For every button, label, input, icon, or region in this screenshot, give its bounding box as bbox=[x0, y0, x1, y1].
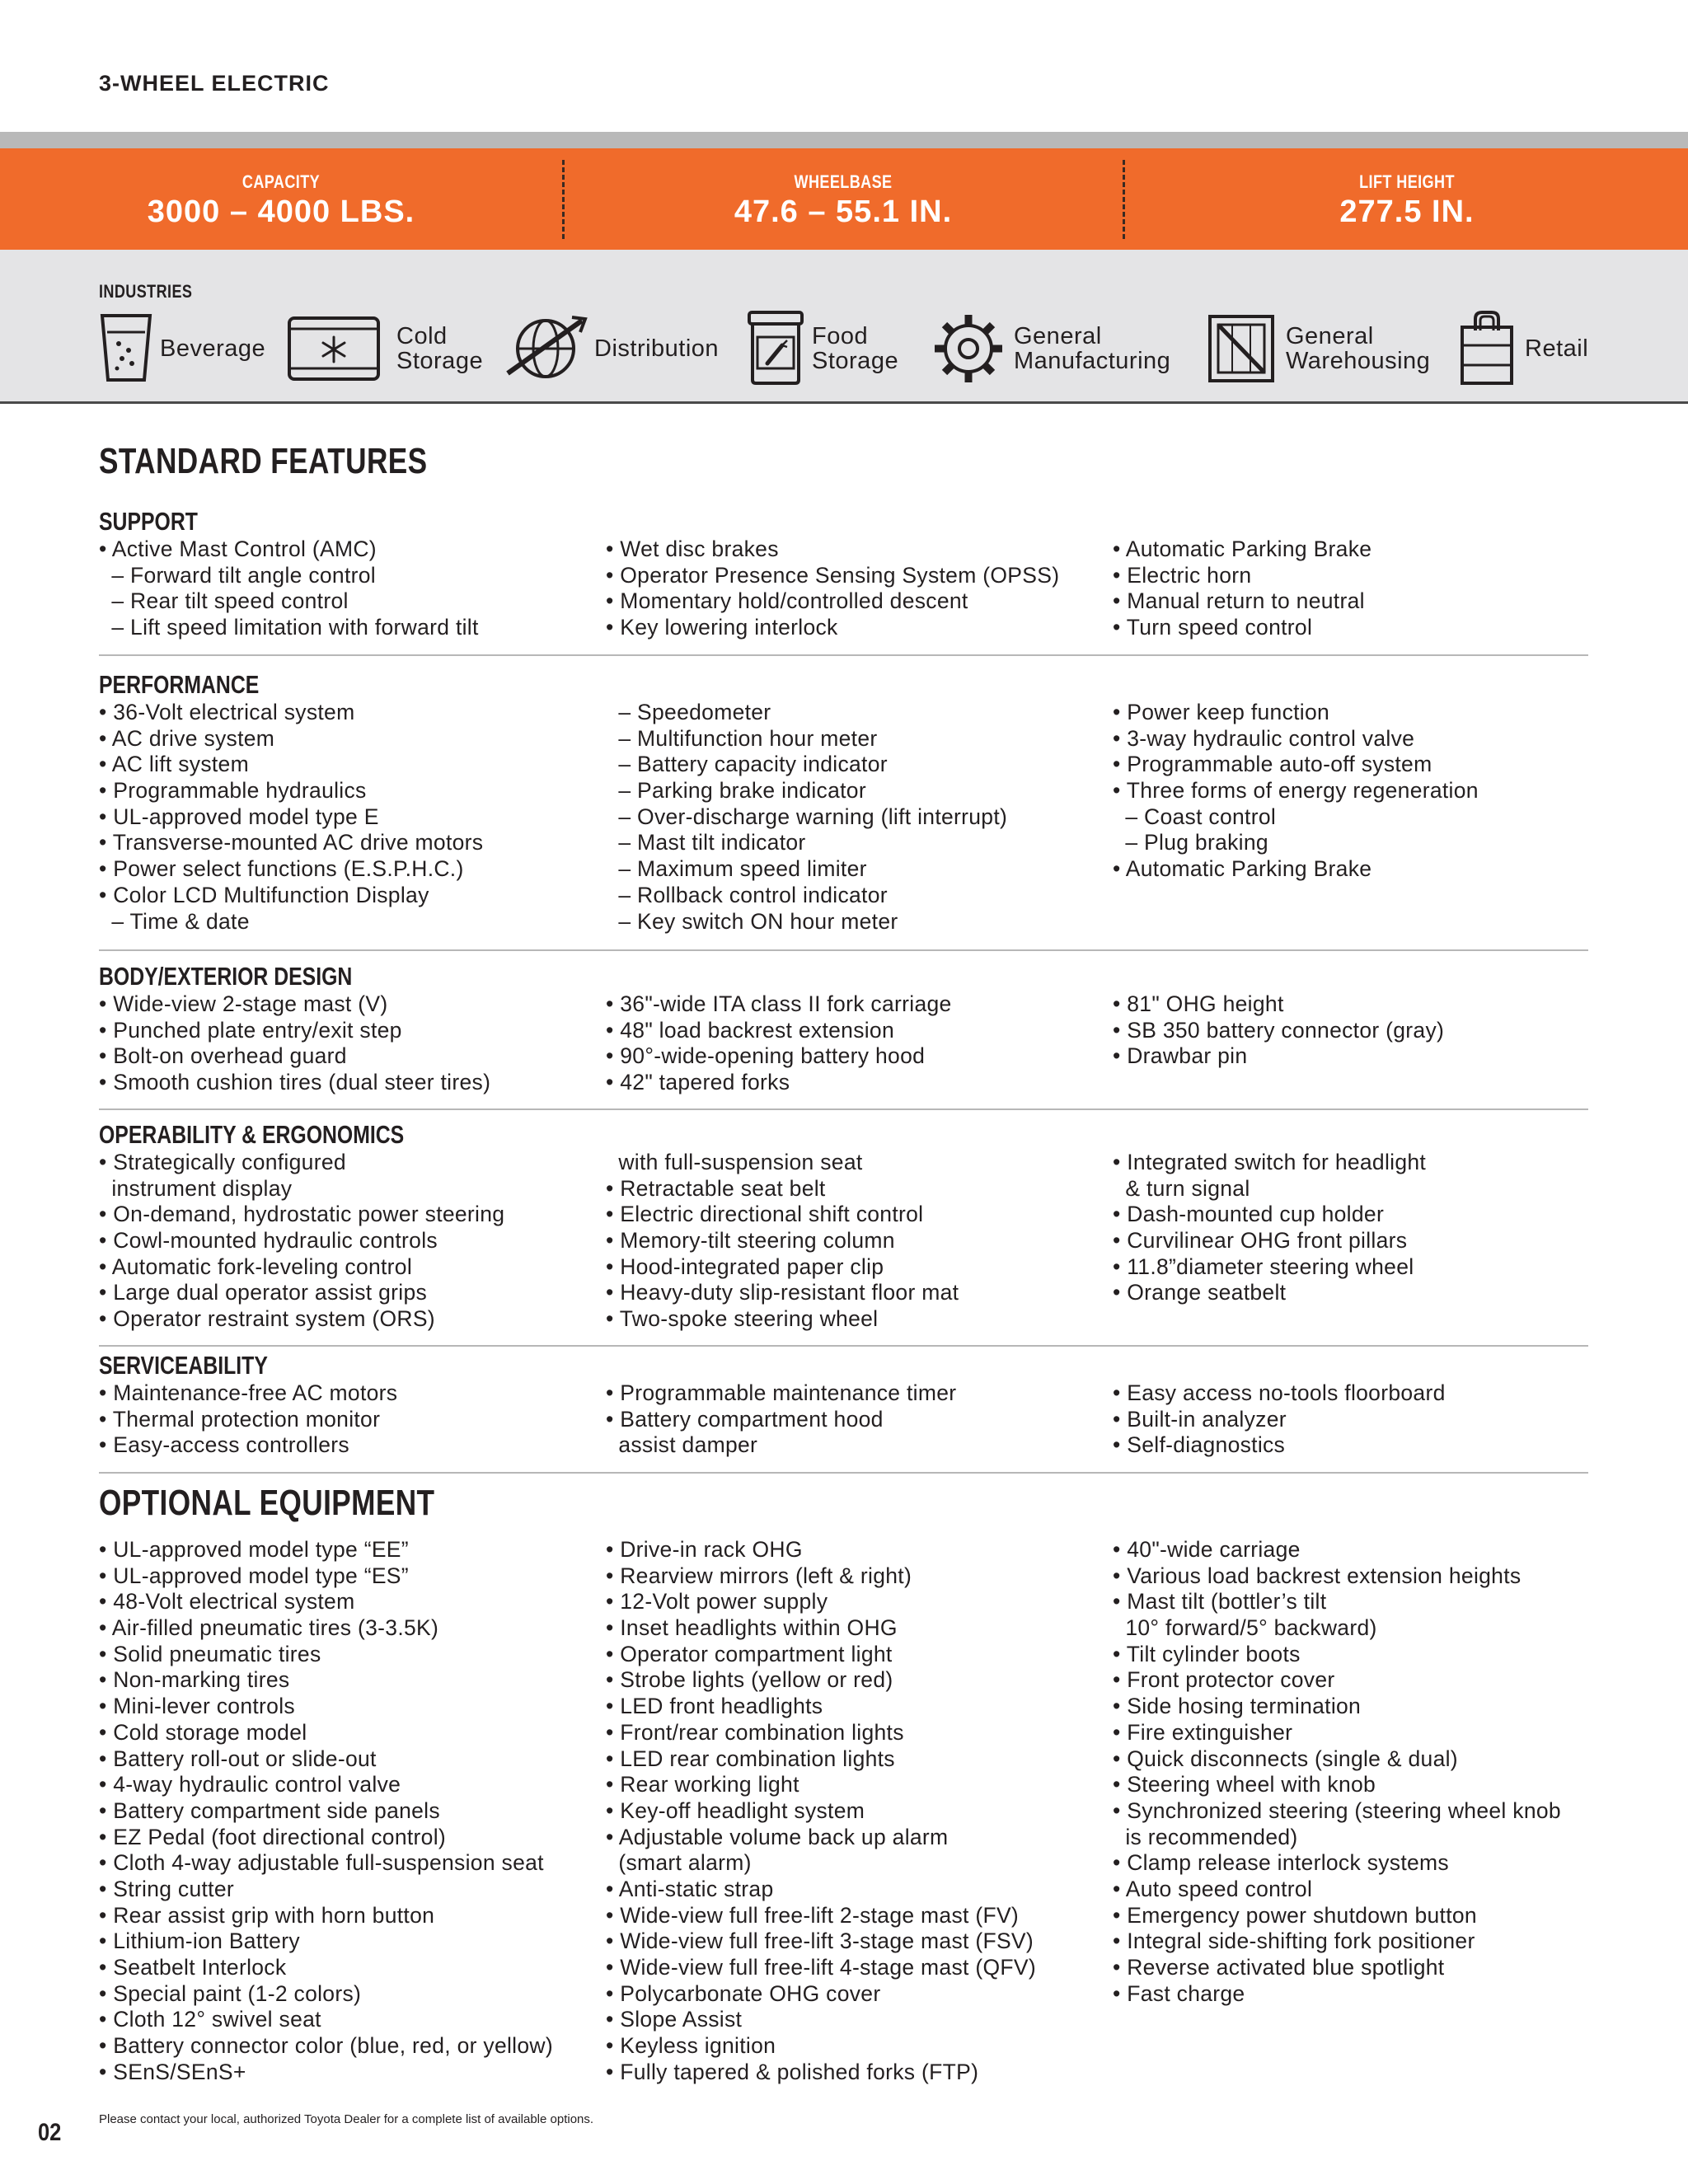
shopping-bag-icon bbox=[1459, 309, 1515, 387]
spec-value: 3000 – 4000 LBS. bbox=[147, 194, 415, 229]
feature-item: • Power select functions (E.S.P.H.C.) bbox=[99, 856, 464, 882]
feature-item: – Parking brake indicator bbox=[606, 778, 866, 804]
industry-cold-storage bbox=[287, 309, 493, 388]
spec-wheelbase bbox=[562, 148, 1124, 250]
industry-name: Beverage bbox=[160, 335, 266, 362]
option-item: • Key-off headlight system bbox=[606, 1797, 865, 1823]
option-item: is recommended) bbox=[1113, 1824, 1298, 1849]
performance-col-3 bbox=[1113, 700, 1607, 883]
industries-band bbox=[0, 250, 1688, 404]
feature-item: • Color LCD Multifunction Display bbox=[99, 882, 429, 907]
option-item: • Wide-view full free-lift 2-stage mast (FV) bbox=[606, 1902, 1020, 1928]
option-item: • Rearview mirrors (left & right) bbox=[606, 1563, 912, 1588]
feature-item: • Curvilinear OHG front pillars bbox=[1113, 1228, 1408, 1254]
option-item: • Side hosing termination bbox=[1113, 1694, 1362, 1719]
performance-col-1 bbox=[99, 700, 593, 935]
option-item: • UL-approved model type “ES” bbox=[99, 1563, 409, 1588]
industry-name: Food Storage bbox=[812, 323, 899, 374]
feature-item: – Lift speed limitation with forward tilt bbox=[99, 615, 479, 640]
footnote: Please contact your local, authorized Toyota Dealer for a complete list of available options. bbox=[99, 2112, 594, 2126]
feature-item: • Hood-integrated paper clip bbox=[606, 1254, 884, 1279]
operability-col-2 bbox=[606, 1150, 1100, 1333]
subhead-support: SUPPORT bbox=[99, 507, 198, 536]
feature-item: • Smooth cushion tires (dual steer tires) bbox=[99, 1070, 491, 1095]
option-item: 10° forward/5° backward) bbox=[1113, 1615, 1377, 1641]
feature-item: • AC drive system bbox=[99, 725, 275, 751]
option-item: • Air-filled pneumatic tires (3-3.5K) bbox=[99, 1615, 439, 1641]
feature-item: • 48" load backrest extension bbox=[606, 1017, 895, 1043]
option-item: • Cloth 4-way adjustable full-suspension seat bbox=[99, 1850, 544, 1876]
industry-name: General Warehousing bbox=[1286, 323, 1431, 374]
feature-item: • Easy-access controllers bbox=[99, 1432, 349, 1458]
feature-item: • Dash-mounted cup holder bbox=[1113, 1202, 1385, 1227]
option-item: • Anti-static strap bbox=[606, 1876, 774, 1901]
option-item: • Strobe lights (yellow or red) bbox=[606, 1667, 893, 1693]
feature-item: • 81" OHG height bbox=[1113, 991, 1284, 1016]
section-divider bbox=[99, 1472, 1588, 1474]
option-item: • UL-approved model type “EE” bbox=[99, 1537, 409, 1562]
feature-item: • SB 350 battery connector (gray) bbox=[1113, 1017, 1445, 1043]
subhead-body-exterior: BODY/EXTERIOR DESIGN bbox=[99, 962, 353, 991]
industry-name: Retail bbox=[1525, 335, 1589, 362]
feature-item: with full-suspension seat bbox=[606, 1150, 863, 1174]
section-divider bbox=[99, 949, 1588, 951]
option-item: • Fire extinguisher bbox=[1113, 1719, 1293, 1745]
option-item: • Battery connector color (blue, red, or yellow) bbox=[99, 2033, 553, 2059]
option-item: • Seatbelt Interlock bbox=[99, 1955, 287, 1980]
feature-item: • Three forms of energy regeneration bbox=[1113, 778, 1479, 804]
industry-name: Cold Storage bbox=[396, 323, 484, 374]
feature-item: • Operator restraint system (ORS) bbox=[99, 1306, 435, 1332]
option-item: • Slope Assist bbox=[606, 2007, 743, 2032]
option-item: • 48-Volt electrical system bbox=[99, 1589, 355, 1615]
feature-item: • Memory-tilt steering column bbox=[606, 1228, 895, 1254]
feature-item: • 90°-wide-opening battery hood bbox=[606, 1043, 926, 1069]
body-col-3 bbox=[1113, 991, 1607, 1070]
option-item: • Battery roll-out or slide-out bbox=[99, 1746, 377, 1771]
industry-distribution bbox=[503, 309, 729, 388]
feature-item: • Battery compartment hood bbox=[606, 1406, 884, 1432]
feature-item: • Integrated switch for headlight bbox=[1113, 1150, 1427, 1174]
option-item: • Synchronized steering (steering wheel knob bbox=[1113, 1797, 1561, 1823]
feature-item: – Rollback control indicator bbox=[606, 882, 888, 907]
feature-item: • Automatic Parking Brake bbox=[1113, 856, 1372, 882]
serviceability-col-1 bbox=[99, 1380, 593, 1459]
feature-item: • Built-in analyzer bbox=[1113, 1406, 1287, 1432]
option-item: • LED rear combination lights bbox=[606, 1746, 895, 1771]
spec-band bbox=[0, 148, 1688, 250]
subhead-performance: PERFORMANCE bbox=[99, 670, 260, 699]
feature-item: • Punched plate entry/exit step bbox=[99, 1017, 402, 1043]
feature-item: • Large dual operator assist grips bbox=[99, 1280, 428, 1305]
spec-value: 277.5 IN. bbox=[1339, 194, 1475, 229]
feature-item: • Transverse-mounted AC drive motors bbox=[99, 830, 484, 855]
option-item: • String cutter bbox=[99, 1876, 235, 1901]
option-item: • Various load backrest extension heights bbox=[1113, 1563, 1522, 1588]
feature-item: • 42" tapered forks bbox=[606, 1070, 790, 1095]
feature-item: – Rear tilt speed control bbox=[99, 588, 349, 614]
option-item: • SEnS/SEnS+ bbox=[99, 2059, 246, 2084]
optional-equipment-heading: OPTIONAL EQUIPMENT bbox=[99, 1483, 435, 1523]
option-item: • Cloth 12° swivel seat bbox=[99, 2007, 321, 2032]
support-col-2 bbox=[606, 537, 1100, 641]
feature-item: • Electric directional shift control bbox=[606, 1202, 924, 1227]
option-item: (smart alarm) bbox=[606, 1850, 752, 1876]
serviceability-col-2 bbox=[606, 1380, 1100, 1459]
optional-col-3 bbox=[1113, 1537, 1607, 2007]
feature-item: • Easy access no-tools floorboard bbox=[1113, 1380, 1446, 1405]
gear-icon bbox=[931, 312, 1006, 386]
feature-item: – Multifunction hour meter bbox=[606, 725, 878, 751]
option-item: • 40"-wide carriage bbox=[1113, 1537, 1301, 1562]
option-item: • Mast tilt (bottler’s tilt bbox=[1113, 1589, 1327, 1615]
feature-item: • UL-approved model type E bbox=[99, 804, 379, 829]
feature-item: • Thermal protection monitor bbox=[99, 1406, 381, 1432]
feature-item: • Electric horn bbox=[1113, 562, 1252, 588]
feature-item: • Active Mast Control (AMC) bbox=[99, 537, 377, 561]
operability-col-1 bbox=[99, 1150, 593, 1333]
feature-item: • Orange seatbelt bbox=[1113, 1280, 1287, 1305]
industry-name: Distribution bbox=[594, 335, 720, 362]
option-item: • Emergency power shutdown button bbox=[1113, 1902, 1477, 1928]
optional-col-1 bbox=[99, 1537, 593, 2085]
feature-item: • AC lift system bbox=[99, 752, 249, 777]
option-item: • Tilt cylinder boots bbox=[1113, 1641, 1301, 1666]
feature-item: – Maximum speed limiter bbox=[606, 856, 867, 882]
section-divider bbox=[99, 654, 1588, 656]
spec-divider bbox=[1123, 160, 1125, 239]
feature-item: – Key switch ON hour meter bbox=[606, 908, 898, 934]
option-item: • Operator compartment light bbox=[606, 1641, 893, 1666]
option-item: • 4-way hydraulic control valve bbox=[99, 1772, 401, 1797]
feature-item: • Bolt-on overhead guard bbox=[99, 1043, 347, 1069]
option-item: • Inset headlights within OHG bbox=[606, 1615, 898, 1641]
body-col-2 bbox=[606, 991, 1100, 1096]
feature-item: – Battery capacity indicator bbox=[606, 752, 888, 777]
option-item: • LED front headlights bbox=[606, 1694, 823, 1719]
feature-item: • Drawbar pin bbox=[1113, 1043, 1248, 1069]
feature-item: – Plug braking bbox=[1113, 830, 1268, 855]
feature-item: • 11.8”diameter steering wheel bbox=[1113, 1254, 1414, 1279]
serviceability-col-3 bbox=[1113, 1380, 1607, 1459]
subhead-operability: OPERABILITY & ERGONOMICS bbox=[99, 1120, 405, 1149]
performance-col-2 bbox=[606, 700, 1100, 935]
option-item: • Polycarbonate OHG cover bbox=[606, 1980, 881, 2006]
feature-item: • Self-diagnostics bbox=[1113, 1432, 1286, 1458]
option-item: • Wide-view full free-lift 3-stage mast (FSV) bbox=[606, 1929, 1034, 1954]
spec-lift-height bbox=[1126, 148, 1688, 250]
feature-item: • Power keep function bbox=[1113, 700, 1330, 724]
feature-item: & turn signal bbox=[1113, 1175, 1250, 1201]
feature-item: • 3-way hydraulic control valve bbox=[1113, 725, 1415, 751]
feature-item: instrument display bbox=[99, 1175, 293, 1201]
feature-item: • 36"-wide ITA class II fork carriage bbox=[606, 991, 952, 1016]
industry-name: General Manufacturing bbox=[1014, 323, 1171, 374]
feature-item: • Operator Presence Sensing System (OPSS) bbox=[606, 562, 1060, 588]
industry-beverage bbox=[99, 309, 288, 388]
feature-item: • Programmable auto-off system bbox=[1113, 752, 1432, 777]
feature-item: • Automatic fork-leveling control bbox=[99, 1254, 413, 1279]
option-item: • Non-marking tires bbox=[99, 1667, 290, 1693]
body-col-1 bbox=[99, 991, 593, 1096]
option-item: • Front/rear combination lights bbox=[606, 1719, 904, 1745]
feature-item: • Programmable maintenance timer bbox=[606, 1380, 957, 1405]
spec-label: WHEELBASE bbox=[794, 171, 893, 192]
option-item: • Cold storage model bbox=[99, 1719, 307, 1745]
option-item: • Battery compartment side panels bbox=[99, 1797, 440, 1823]
section-divider bbox=[99, 1108, 1588, 1110]
feature-item: • Automatic Parking Brake bbox=[1113, 537, 1372, 561]
beverage-cup-icon bbox=[99, 309, 153, 383]
industry-retail bbox=[1459, 309, 1607, 388]
snowflake-freezer-icon bbox=[287, 316, 381, 382]
option-item: • Auto speed control bbox=[1113, 1876, 1313, 1901]
industry-food-storage bbox=[746, 309, 919, 388]
feature-item: • Two-spoke steering wheel bbox=[606, 1306, 879, 1332]
feature-item: • On-demand, hydrostatic power steering bbox=[99, 1202, 505, 1227]
option-item: • Special paint (1-2 colors) bbox=[99, 1980, 362, 2006]
option-item: • Clamp release interlock systems bbox=[1113, 1850, 1449, 1876]
globe-arrow-icon bbox=[503, 309, 588, 388]
feature-item: • Heavy-duty slip-resistant floor mat bbox=[606, 1280, 959, 1305]
spec-value: 47.6 – 55.1 IN. bbox=[734, 194, 953, 229]
food-jar-icon bbox=[746, 309, 805, 387]
document-title: 3-WHEEL ELECTRIC bbox=[99, 71, 330, 96]
option-item: • Integral side-shifting fork positioner bbox=[1113, 1929, 1475, 1954]
option-item: • Fully tapered & polished forks (FTP) bbox=[606, 2059, 979, 2084]
feature-item: • Manual return to neutral bbox=[1113, 588, 1365, 614]
feature-item: • Retractable seat belt bbox=[606, 1175, 826, 1201]
crate-icon bbox=[1207, 314, 1275, 383]
spec-label: CAPACITY bbox=[241, 171, 321, 192]
operability-col-3 bbox=[1113, 1150, 1607, 1306]
industries-label: INDUSTRIES bbox=[99, 281, 193, 302]
support-col-3 bbox=[1113, 537, 1607, 641]
option-item: • Adjustable volume back up alarm bbox=[606, 1824, 949, 1849]
page-number: 02 bbox=[38, 2119, 62, 2146]
option-item: • Fast charge bbox=[1113, 1980, 1245, 2006]
feature-item: assist damper bbox=[606, 1432, 758, 1458]
feature-item: • Strategically configured bbox=[99, 1150, 346, 1174]
option-item: • Solid pneumatic tires bbox=[99, 1641, 321, 1666]
feature-item: – Over-discharge warning (lift interrupt) bbox=[606, 804, 1008, 829]
option-item: • Drive-in rack OHG bbox=[606, 1537, 803, 1562]
feature-item: – Forward tilt angle control bbox=[99, 562, 376, 588]
option-item: • Wide-view full free-lift 4-stage mast (QFV) bbox=[606, 1955, 1036, 1980]
feature-item: – Coast control bbox=[1113, 804, 1277, 829]
feature-item: – Speedometer bbox=[606, 700, 771, 724]
feature-item: • Programmable hydraulics bbox=[99, 778, 367, 804]
industry-general-warehousing bbox=[1207, 309, 1455, 388]
feature-item: – Time & date bbox=[99, 908, 250, 934]
spec-label: LIFT HEIGHT bbox=[1359, 171, 1455, 192]
feature-item: • Momentary hold/controlled descent bbox=[606, 588, 968, 614]
industry-general-manufacturing bbox=[931, 309, 1179, 388]
feature-item: – Mast tilt indicator bbox=[606, 830, 806, 855]
option-item: • EZ Pedal (foot directional control) bbox=[99, 1824, 447, 1849]
option-item: • Lithium-ion Battery bbox=[99, 1929, 300, 1954]
spec-capacity bbox=[0, 148, 562, 250]
option-item: • Front protector cover bbox=[1113, 1667, 1335, 1693]
subhead-serviceability: SERVICEABILITY bbox=[99, 1351, 268, 1380]
standard-features-heading: STANDARD FEATURES bbox=[99, 441, 428, 481]
feature-item: • Wide-view 2-stage mast (V) bbox=[99, 991, 388, 1016]
option-item: • Rear working light bbox=[606, 1772, 799, 1797]
feature-item: • Turn speed control bbox=[1113, 615, 1313, 640]
feature-item: • Wet disc brakes bbox=[606, 537, 779, 561]
feature-item: • Cowl-mounted hydraulic controls bbox=[99, 1228, 438, 1254]
option-item: • 12-Volt power supply bbox=[606, 1589, 828, 1615]
option-item: • Mini-lever controls bbox=[99, 1694, 295, 1719]
gray-band bbox=[0, 132, 1688, 148]
option-item: • Keyless ignition bbox=[606, 2033, 776, 2059]
feature-item: • 36-Volt electrical system bbox=[99, 700, 355, 724]
option-item: • Reverse activated blue spotlight bbox=[1113, 1955, 1445, 1980]
option-item: • Quick disconnects (single & dual) bbox=[1113, 1746, 1458, 1771]
optional-col-2 bbox=[606, 1537, 1100, 2085]
support-col-1 bbox=[99, 537, 593, 641]
section-divider bbox=[99, 1345, 1588, 1347]
feature-item: • Maintenance-free AC motors bbox=[99, 1380, 398, 1405]
option-item: • Rear assist grip with horn button bbox=[99, 1902, 435, 1928]
option-item: • Steering wheel with knob bbox=[1113, 1772, 1376, 1797]
feature-item: • Key lowering interlock bbox=[606, 615, 838, 640]
